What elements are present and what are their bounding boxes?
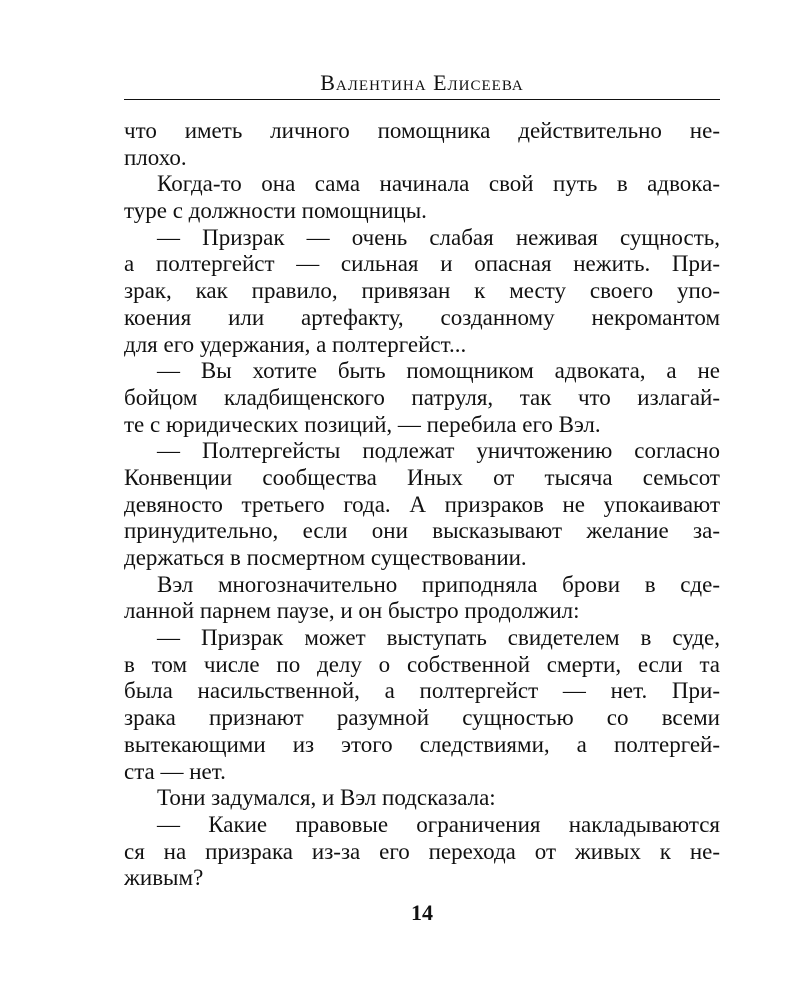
text-line: бойцом кладбищенского патруля, так что излагай- xyxy=(124,384,720,410)
text-line: держаться в посмертном существовании. xyxy=(124,545,527,570)
text-line: Тони задумался, и Вэл подсказала: xyxy=(157,785,496,811)
text-line: — Вы хотите быть помощником адвоката, а не xyxy=(157,358,720,384)
text-line: ся на призрака из-за его перехода от живых к не- xyxy=(124,838,720,864)
text-line: Вэл многозначительно приподняла брови в сде- xyxy=(157,571,720,597)
text-line: была насильственной, а полтергейст — нет. При- xyxy=(124,678,720,704)
text-line: ста — нет. xyxy=(124,758,226,784)
text-line: а полтергейст — сильная и опасная нежить. При- xyxy=(124,251,720,277)
text-line: — Полтергейсты подлежат уничтожению согласно xyxy=(157,438,720,464)
text-line: туре с должности помощницы. xyxy=(124,198,427,224)
text-line: в том числе по делу о собственной смерти, если та xyxy=(124,651,720,677)
page-number: 14 xyxy=(411,900,433,925)
text-line: — Призрак может выступать свидетелем в суде, xyxy=(157,625,720,651)
text-line: девяносто третьего года. А призраков не упокаивают xyxy=(124,491,720,517)
text-line: — Какие правовые ограничения накладываются xyxy=(157,811,720,837)
text-line: коения или артефакту, созданному некромантом xyxy=(124,304,720,330)
text-line: ланной парнем паузе, и он быстро продолжил: xyxy=(124,598,580,624)
text-line: зрака признают разумной сущностью со всеми xyxy=(124,705,720,731)
text-line: живым? xyxy=(124,865,204,891)
text-line: зрак, как правило, привязан к месту своего упо- xyxy=(124,278,720,304)
text-line: принудительно, если они высказывают желание за- xyxy=(124,518,720,544)
text-line: для его удержания, а полтергейст... xyxy=(124,331,467,357)
text-line: Конвенции сообщества Иных от тысяча семьсот xyxy=(124,464,720,490)
text-line: — Призрак — очень слабая неживая сущность, xyxy=(157,224,720,250)
text-line: те с юридических позиций, — перебила его Вэл. xyxy=(124,411,601,437)
header-rule xyxy=(124,99,720,100)
text-line: что иметь личного помощника действительно не- xyxy=(124,118,720,143)
running-head: Валентина Елисеева xyxy=(320,70,524,95)
body-text xyxy=(124,118,720,892)
text-line: вытекающими из этого следствиями, а полтергей- xyxy=(124,731,720,757)
text-line: плохо. xyxy=(124,144,187,170)
text-line: Когда-то она сама начинала свой путь в адвока- xyxy=(157,171,720,197)
